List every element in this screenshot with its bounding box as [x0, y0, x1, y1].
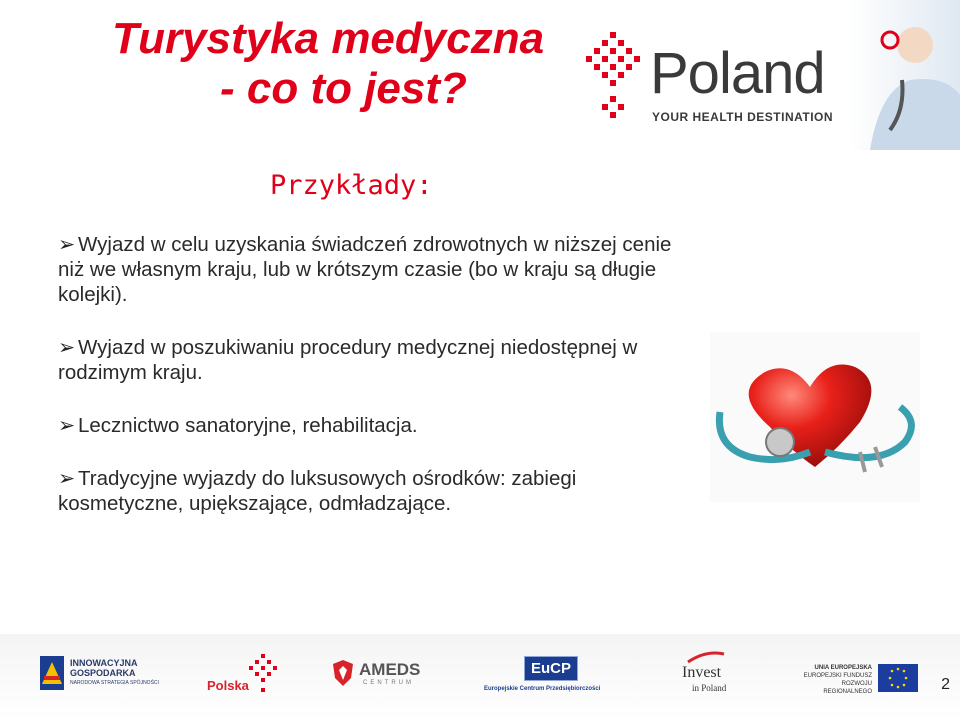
list-item	[58, 413, 698, 438]
ameds-subtext: CENTRUM	[363, 680, 414, 686]
ig-emblem-icon	[40, 656, 64, 690]
invest-wordmark: Invest	[682, 664, 722, 681]
arrow-bullet-icon: ➢	[58, 233, 76, 256]
examples-list	[58, 232, 698, 544]
list-item	[58, 335, 698, 385]
heart-stethoscope-image	[710, 332, 920, 502]
ue-line-3: ROZWOJU REGIONALNEGO	[823, 681, 872, 695]
logo-tagline: YOUR HEALTH DESTINATION	[652, 110, 834, 124]
slide-title	[112, 14, 544, 114]
doctor-photo	[850, 0, 960, 150]
ig-line-2: GOSPODARKA	[70, 668, 136, 678]
eucp-wordmark: EuCP	[524, 656, 578, 681]
list-item-text: Wyjazd w poszukiwaniu procedury medycznej niedostępnej w rodzimym kraju.	[58, 336, 638, 384]
eucp-subtext: Europejskie Centrum Przedsiębiorczości	[484, 686, 601, 692]
innowacyjna-gospodarka-logo	[40, 656, 165, 696]
ue-line-2: EUROPEJSKI FUNDUSZ	[803, 673, 872, 679]
invest-subtext: in Poland	[692, 683, 727, 693]
list-item-text: Tradycyjne wyjazdy do luksusowych ośrodków: zabiegi kosmetyczne, upiększające, odmładzające.	[58, 467, 577, 515]
eu-fund-logo	[800, 664, 920, 698]
ig-line-3: NARODOWA STRATEGIA SPÓJNOŚCI	[70, 680, 159, 686]
poland-health-logo	[580, 30, 850, 130]
list-item	[58, 466, 698, 516]
ameds-logo	[333, 658, 433, 692]
footer-logos	[0, 634, 960, 720]
list-item-text: Lecznictwo sanatoryjne, rehabilitacja.	[78, 414, 418, 437]
arrow-bullet-icon: ➢	[58, 336, 76, 359]
invest-in-poland-logo	[680, 650, 740, 706]
polska-wordmark: Polska	[207, 678, 249, 693]
arrow-bullet-icon: ➢	[58, 467, 76, 490]
page-number: 2	[941, 676, 950, 693]
ameds-shield-icon	[333, 660, 353, 686]
ig-line-1: INNOWACYJNA	[70, 658, 138, 668]
eucp-logo	[484, 656, 624, 700]
logo-wordmark: Poland	[650, 41, 825, 106]
title-line-2: - co to jest?	[220, 64, 467, 113]
list-item-text: Wyjazd w celu uzyskania świadczeń zdrowotnych w niższej cenie niż we własnym kraju, lub w krótszym czasie (bo w kraju są długie kolejki).	[58, 233, 672, 306]
invest-swoosh-icon	[686, 650, 726, 664]
arrow-bullet-icon: ➢	[58, 414, 76, 437]
list-item	[58, 232, 698, 307]
polska-logo	[205, 652, 285, 702]
section-subtitle: Przykłady:	[270, 170, 433, 201]
polska-pattern-icon	[245, 652, 281, 696]
eu-flag-icon	[878, 664, 918, 692]
ameds-wordmark: AMEDS	[359, 660, 421, 679]
title-line-1: Turystyka medyczna	[112, 14, 545, 63]
ue-line-1: UNIA EUROPEJSKA	[814, 665, 872, 671]
folk-pattern-icon	[580, 30, 650, 130]
